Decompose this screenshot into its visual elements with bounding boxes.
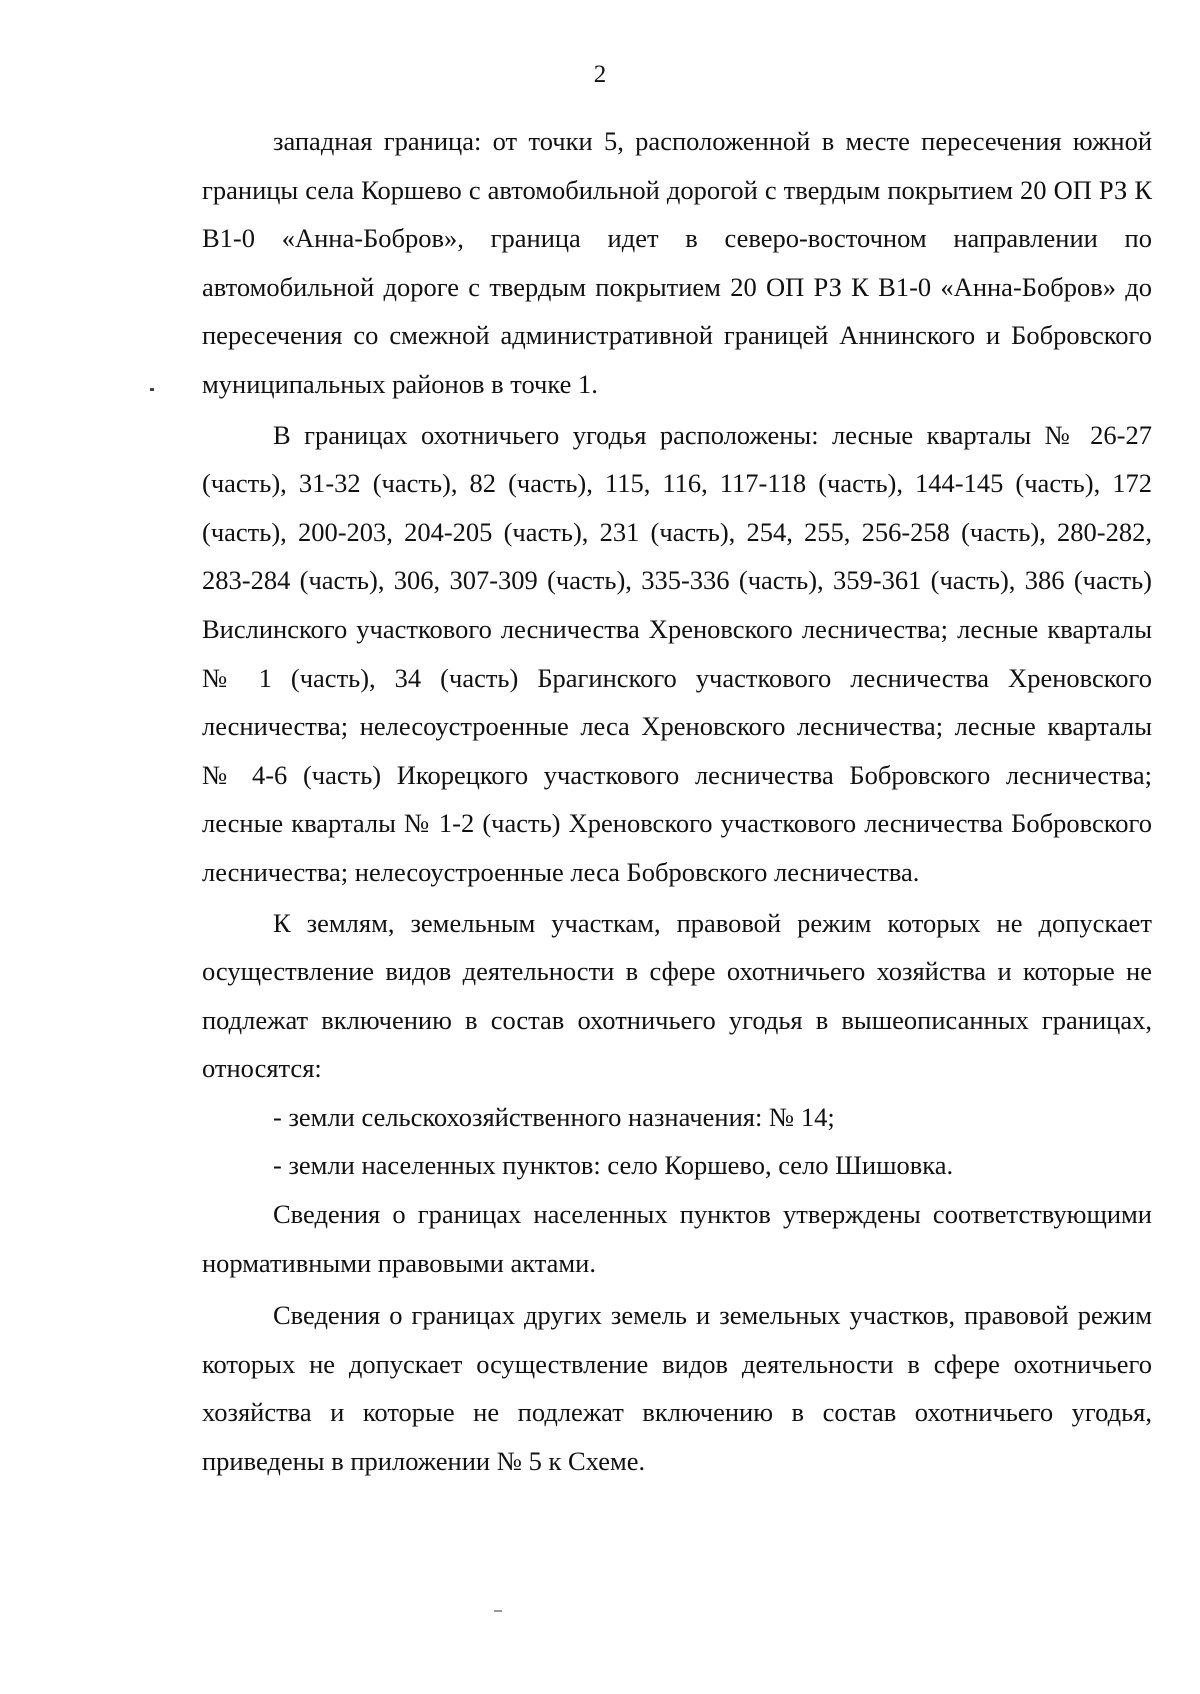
scan-mark xyxy=(150,388,154,391)
scan-mark-bottom xyxy=(494,1610,502,1612)
paragraph-excluded-lands: К землям, земельным участкам, правовой режим которых не допускает осуществление видов деятельности в сфере охотничьего хозяйства и которые не подлежат включению в состав охотничьего угодья в вышеописанных границах, относятся: xyxy=(202,907,1152,1084)
paragraph-western-boundary: западная граница: от точки 5, расположенной в месте пересечения южной границы села Коршево с автомобильной дорогой с твердым покрытием 20 ОП РЗ К В1-0 «Анна-Бобров», граница идет в северо-восточном направлении по автомобильной дороге с твердым покрытием 20 ОП РЗ К В1-0 «Анна-Бобров» до пересечения со смежной административной границей Аннинского и Бобровского муниципальных районов в точке 1. xyxy=(202,126,1152,399)
paragraph-forest-quarters: В границах охотничьего угодья расположены: лесные кварталы № 26-27 (часть), 31-32 (часть), 82 (часть), 115, 116, 117-118 (часть), 144-145 (часть), 172 (часть), 200-203, 204-205 (часть), 231 (часть), 254, 255, 256-258 (часть), 280-282, 283-284 (часть), 306, 307-309 (часть), 335-336 (часть), 359-361 (часть), 386 (часть) Вислинского участкового лесничества Хреновского лесничества; лесные кварталы № 1 (часть), 34 (часть) Брагинского участкового лесничества Хреновского лесничества; нелесоустроенные леса Хреновского лесничества; лесные кварталы № 4-6 (часть) Икорецкого участкового лесничества Бобровского лесничества; лесные кварталы № 1-2 (часть) Хреновского участкового лесничества Бобровского лесничества; нелесоустроенные леса Бобровского лесничества. xyxy=(202,419,1152,887)
paragraph-settlement-boundaries: Сведения о границах населенных пунктов утверждены соответствующими нормативными правовыми актами. xyxy=(202,1199,1152,1278)
page-number: 2 xyxy=(593,61,607,88)
list-item-agricultural-lands: - земли сельскохозяйственного назначения: № 14; xyxy=(273,1101,835,1132)
list-item-settlement-lands: - земли населенных пунктов: село Коршево, село Шишовка. xyxy=(273,1150,954,1181)
paragraph-other-lands: Сведения о границах других земель и земельных участков, правовой режим которых не допускает осуществление видов деятельности в сфере охотничьего хозяйства и которые не подлежат включению в состав охотничьего угодья, приведены в приложении № 5 к Схеме. xyxy=(202,1300,1152,1477)
document-body xyxy=(202,117,1152,1486)
